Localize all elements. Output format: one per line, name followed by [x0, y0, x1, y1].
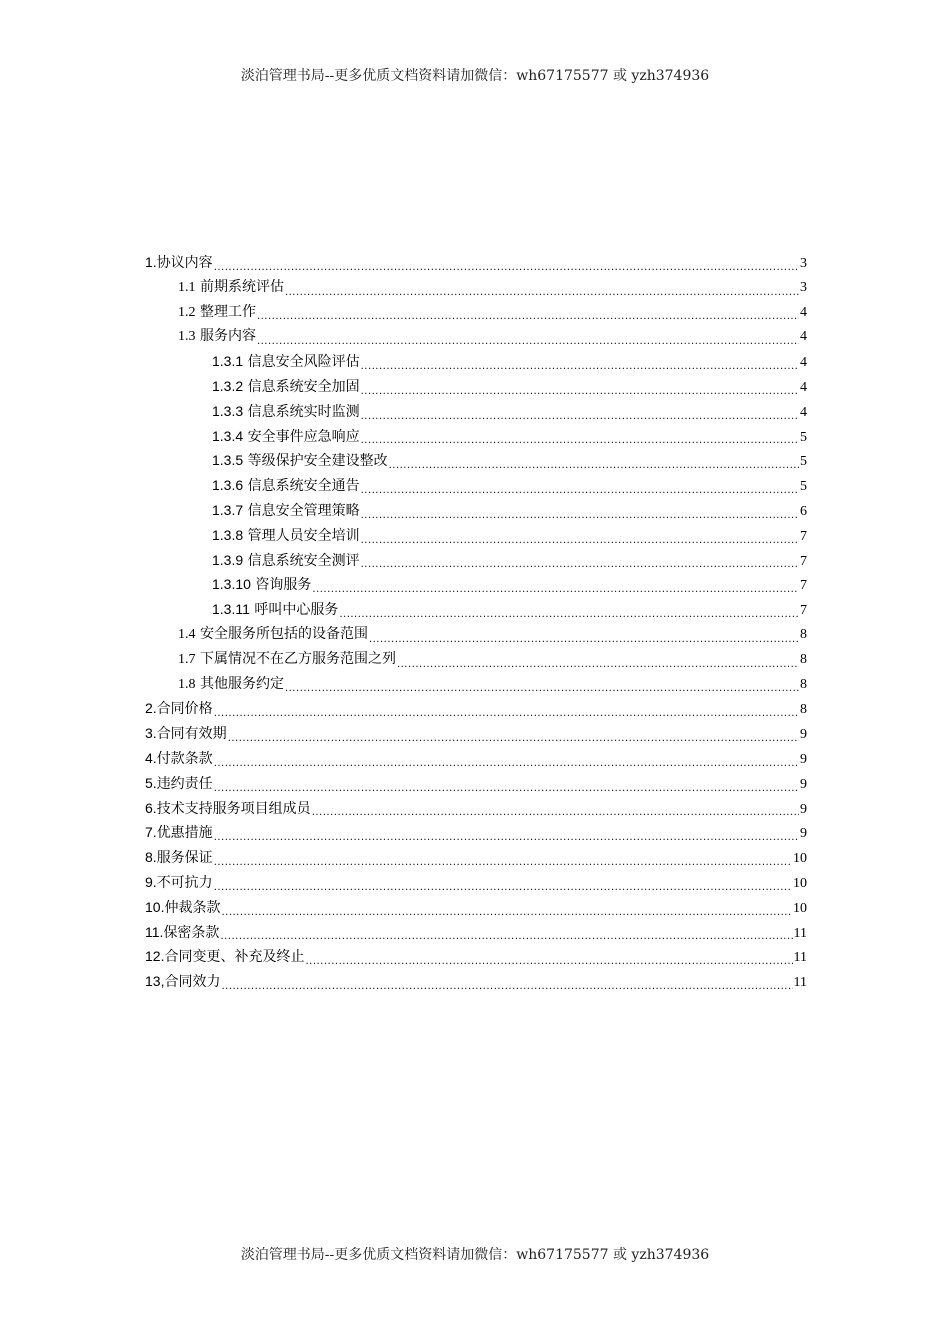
toc-entry-text: 不可抗力	[156, 874, 213, 891]
toc-entry-text: 咨询服务	[250, 577, 312, 594]
toc-page-number: 11	[793, 925, 807, 941]
toc-entry-title	[145, 897, 220, 918]
toc-entry-title	[145, 798, 311, 819]
toc-page-number: 9	[800, 826, 807, 842]
toc-entry-title	[178, 302, 256, 323]
toc-dot-leader	[397, 658, 799, 674]
toc-page-number: 3	[800, 279, 807, 295]
toc-entry[interactable]	[145, 872, 807, 897]
toc-entry-number: 11.	[145, 923, 164, 940]
toc-entry-text: 信息系统实时监测	[243, 403, 360, 420]
toc-entry-title	[178, 624, 368, 645]
toc-dot-leader	[361, 534, 799, 550]
toc-entry[interactable]	[145, 450, 807, 475]
toc-entry[interactable]	[145, 698, 807, 723]
toc-entry[interactable]	[145, 574, 807, 599]
toc-entry-text: 信息安全风险评估	[243, 354, 360, 371]
toc-entry-number: 13,	[145, 973, 165, 990]
toc-entry-number: 1.1	[178, 279, 196, 295]
table-of-contents	[145, 252, 807, 996]
page-header: 淡泊管理书局--更多优质文档资料请加微信：wh67175577 或 yzh374936	[240, 68, 710, 84]
toc-entry[interactable]	[145, 599, 807, 624]
toc-dot-leader	[214, 261, 799, 277]
toc-entry-title	[212, 351, 360, 372]
toc-entry-text: 整理工作	[195, 303, 256, 320]
toc-entry[interactable]	[145, 798, 807, 823]
toc-entry-title	[212, 475, 360, 496]
toc-dot-leader	[305, 955, 792, 971]
toc-entry[interactable]	[145, 525, 807, 550]
toc-entry-number: 6.	[145, 799, 157, 816]
toc-entry-title	[145, 822, 213, 843]
toc-entry[interactable]	[145, 946, 807, 971]
toc-entry-text: 合同价格	[156, 701, 213, 718]
toc-page-number: 10	[793, 851, 807, 867]
toc-entry-number: 1.3	[178, 329, 196, 345]
toc-entry-number: 1.3.10	[212, 576, 251, 593]
toc-page-number: 11	[793, 950, 807, 966]
toc-entry-text: 技术支持服务项目组成员	[156, 800, 311, 817]
toc-page-number: 10	[793, 875, 807, 891]
toc-dot-leader	[285, 286, 799, 302]
toc-entry[interactable]	[145, 748, 807, 773]
toc-entry[interactable]	[145, 426, 807, 451]
toc-entry-text: 信息系统安全加固	[243, 378, 360, 395]
toc-page-number: 8	[800, 702, 807, 718]
toc-entry[interactable]	[145, 351, 807, 376]
toc-entry-text: 下属情况不在乙方服务范围之列	[195, 650, 396, 667]
toc-page-number: 4	[800, 355, 807, 371]
toc-page-number: 9	[800, 801, 807, 817]
toc-dot-leader	[369, 633, 799, 649]
toc-page-number: 4	[800, 329, 807, 345]
toc-entry-text: 信息安全管理策略	[243, 502, 360, 519]
toc-entry-title	[212, 525, 360, 546]
toc-page-number: 8	[800, 651, 807, 667]
toc-entry-title	[145, 252, 213, 273]
toc-page-number: 8	[800, 626, 807, 642]
toc-entry-number: 1.3.11	[212, 601, 250, 618]
toc-page-number: 9	[800, 751, 807, 767]
toc-dot-leader	[361, 434, 799, 450]
toc-dot-leader	[220, 930, 792, 946]
toc-entry-text: 安全事件应急响应	[243, 428, 360, 445]
toc-entry-title	[178, 649, 396, 670]
toc-entry-title	[212, 574, 311, 595]
toc-page-number: 7	[800, 578, 807, 594]
toc-page-number: 9	[800, 776, 807, 792]
toc-entry[interactable]	[145, 401, 807, 426]
toc-entry-title	[145, 847, 213, 868]
toc-page-number: 5	[800, 479, 807, 495]
toc-entry-number: 1.7	[178, 651, 196, 667]
toc-entry-title	[212, 550, 360, 571]
toc-entry-text: 合同效力	[164, 974, 221, 991]
toc-entry-text: 服务保证	[156, 850, 213, 867]
toc-entry[interactable]	[145, 847, 807, 872]
toc-dot-leader	[214, 831, 799, 847]
toc-page-number: 5	[800, 454, 807, 470]
toc-entry[interactable]	[145, 277, 807, 302]
toc-entry-title	[178, 277, 284, 298]
toc-dot-leader	[361, 509, 799, 525]
toc-entry-title	[145, 872, 213, 893]
toc-dot-leader	[228, 732, 799, 748]
toc-entry[interactable]	[145, 922, 807, 947]
toc-entry-title	[145, 748, 213, 769]
toc-entry-number: 9.	[145, 873, 157, 890]
toc-page-number: 7	[800, 553, 807, 569]
toc-page-number: 7	[800, 528, 807, 544]
toc-entry-number: 1.3.5	[212, 452, 244, 469]
toc-entry-title	[178, 326, 256, 347]
toc-entry-number: 8.	[145, 849, 157, 866]
toc-entry[interactable]	[145, 302, 807, 327]
toc-entry-title	[178, 674, 284, 695]
toc-page-number: 8	[800, 676, 807, 692]
toc-entry-number: 1.4	[178, 626, 196, 642]
toc-dot-leader	[361, 558, 799, 574]
toc-entry[interactable]	[145, 500, 807, 525]
toc-page-number: 4	[800, 379, 807, 395]
toc-entry-title	[145, 698, 213, 719]
toc-page-number: 10	[793, 900, 807, 916]
toc-entry-number: 4.	[145, 749, 157, 766]
toc-dot-leader	[214, 856, 792, 872]
toc-entry[interactable]	[145, 624, 807, 649]
toc-page-number: 9	[800, 727, 807, 743]
page-footer: 淡泊管理书局--更多优质文档资料请加微信：wh67175577 或 yzh374936	[240, 1247, 710, 1263]
toc-dot-leader	[257, 335, 799, 351]
toc-entry-text: 违约责任	[156, 775, 213, 792]
toc-entry-number: 1.3.9	[212, 551, 244, 568]
toc-entry-number: 12.	[145, 948, 165, 965]
toc-dot-leader	[389, 459, 799, 475]
toc-dot-leader	[221, 906, 792, 922]
toc-entry[interactable]	[145, 550, 807, 575]
toc-entry-text: 付款条款	[156, 750, 213, 767]
toc-entry-title	[145, 946, 304, 967]
toc-entry-number: 3.	[145, 725, 157, 742]
toc-entry[interactable]	[145, 773, 807, 798]
toc-entry-text: 优惠措施	[156, 825, 213, 842]
toc-entry-number: 1.2	[178, 304, 196, 320]
toc-entry[interactable]	[145, 723, 807, 748]
toc-page-number: 5	[800, 429, 807, 445]
toc-dot-leader	[339, 608, 799, 624]
toc-entry-text: 其他服务约定	[195, 675, 284, 692]
toc-dot-leader	[285, 682, 799, 698]
toc-entry-number: 1.3.7	[212, 501, 244, 518]
toc-dot-leader	[361, 484, 799, 500]
toc-entry-title	[145, 971, 220, 992]
toc-entry[interactable]	[145, 822, 807, 847]
toc-entry-text: 服务内容	[195, 328, 256, 345]
toc-dot-leader	[361, 410, 799, 426]
toc-entry-text: 等级保护安全建设整改	[243, 453, 388, 470]
toc-entry-title	[212, 401, 360, 422]
toc-entry-text: 管理人员安全培训	[243, 527, 360, 544]
toc-entry[interactable]	[145, 897, 807, 922]
toc-entry-number: 2.	[145, 700, 157, 717]
toc-entry-number: 10.	[145, 898, 165, 915]
toc-entry[interactable]	[145, 252, 807, 277]
toc-entry-number: 1.3.3	[212, 402, 244, 419]
toc-dot-leader	[221, 980, 792, 996]
toc-entry-title	[212, 426, 360, 447]
toc-entry-title	[212, 450, 388, 471]
toc-entry-number: 1.3.2	[212, 377, 244, 394]
toc-entry-title	[145, 922, 219, 943]
toc-page-number: 3	[800, 256, 807, 271]
toc-entry-number: 1.3.6	[212, 477, 244, 494]
toc-page-number: 6	[800, 503, 807, 519]
toc-dot-leader	[214, 757, 799, 773]
toc-page-number: 11	[793, 975, 807, 991]
toc-entry-number: 1.8	[178, 676, 196, 692]
toc-dot-leader	[361, 360, 799, 376]
toc-entry-title	[145, 773, 213, 794]
toc-entry-text: 信息系统安全通告	[243, 478, 360, 495]
toc-entry[interactable]	[145, 326, 807, 351]
toc-entry-number: 1.3.1	[212, 353, 244, 370]
toc-entry[interactable]	[145, 376, 807, 401]
toc-entry-text: 信息系统安全测评	[243, 552, 360, 569]
toc-page-number: 7	[800, 603, 807, 619]
toc-entry-text: 保密条款	[163, 924, 220, 941]
toc-entry-text: 合同变更、补充及终止	[164, 949, 305, 966]
toc-dot-leader	[214, 881, 792, 897]
toc-entry-text: 呼叫中心服务	[249, 602, 339, 619]
toc-entry-number: 1.	[145, 254, 157, 270]
toc-entry-number: 1.3.4	[212, 427, 244, 444]
toc-entry[interactable]	[145, 475, 807, 500]
toc-dot-leader	[361, 385, 799, 401]
toc-dot-leader	[312, 583, 799, 599]
toc-page-number: 4	[800, 304, 807, 320]
toc-entry-title	[212, 599, 338, 620]
toc-entry-text: 合同有效期	[156, 726, 227, 743]
toc-entry-text: 安全服务所包括的设备范围	[195, 625, 368, 642]
toc-dot-leader	[214, 782, 799, 798]
toc-entry[interactable]	[145, 674, 807, 699]
toc-entry-title	[145, 723, 227, 744]
toc-entry[interactable]	[145, 649, 807, 674]
toc-dot-leader	[214, 707, 799, 723]
toc-page-number: 4	[800, 404, 807, 420]
toc-entry[interactable]	[145, 971, 807, 996]
toc-entry-title	[212, 376, 360, 397]
toc-dot-leader	[312, 806, 799, 822]
toc-entry-text: 仲裁条款	[164, 899, 221, 916]
toc-dot-leader	[257, 310, 799, 326]
toc-entry-number: 5.	[145, 774, 157, 791]
toc-entry-text: 前期系统评估	[195, 278, 284, 295]
toc-entry-number: 7.	[145, 824, 157, 841]
toc-entry-text: 协议内容	[156, 255, 213, 271]
toc-entry-number: 1.3.8	[212, 526, 244, 543]
toc-entry-title	[212, 500, 360, 521]
